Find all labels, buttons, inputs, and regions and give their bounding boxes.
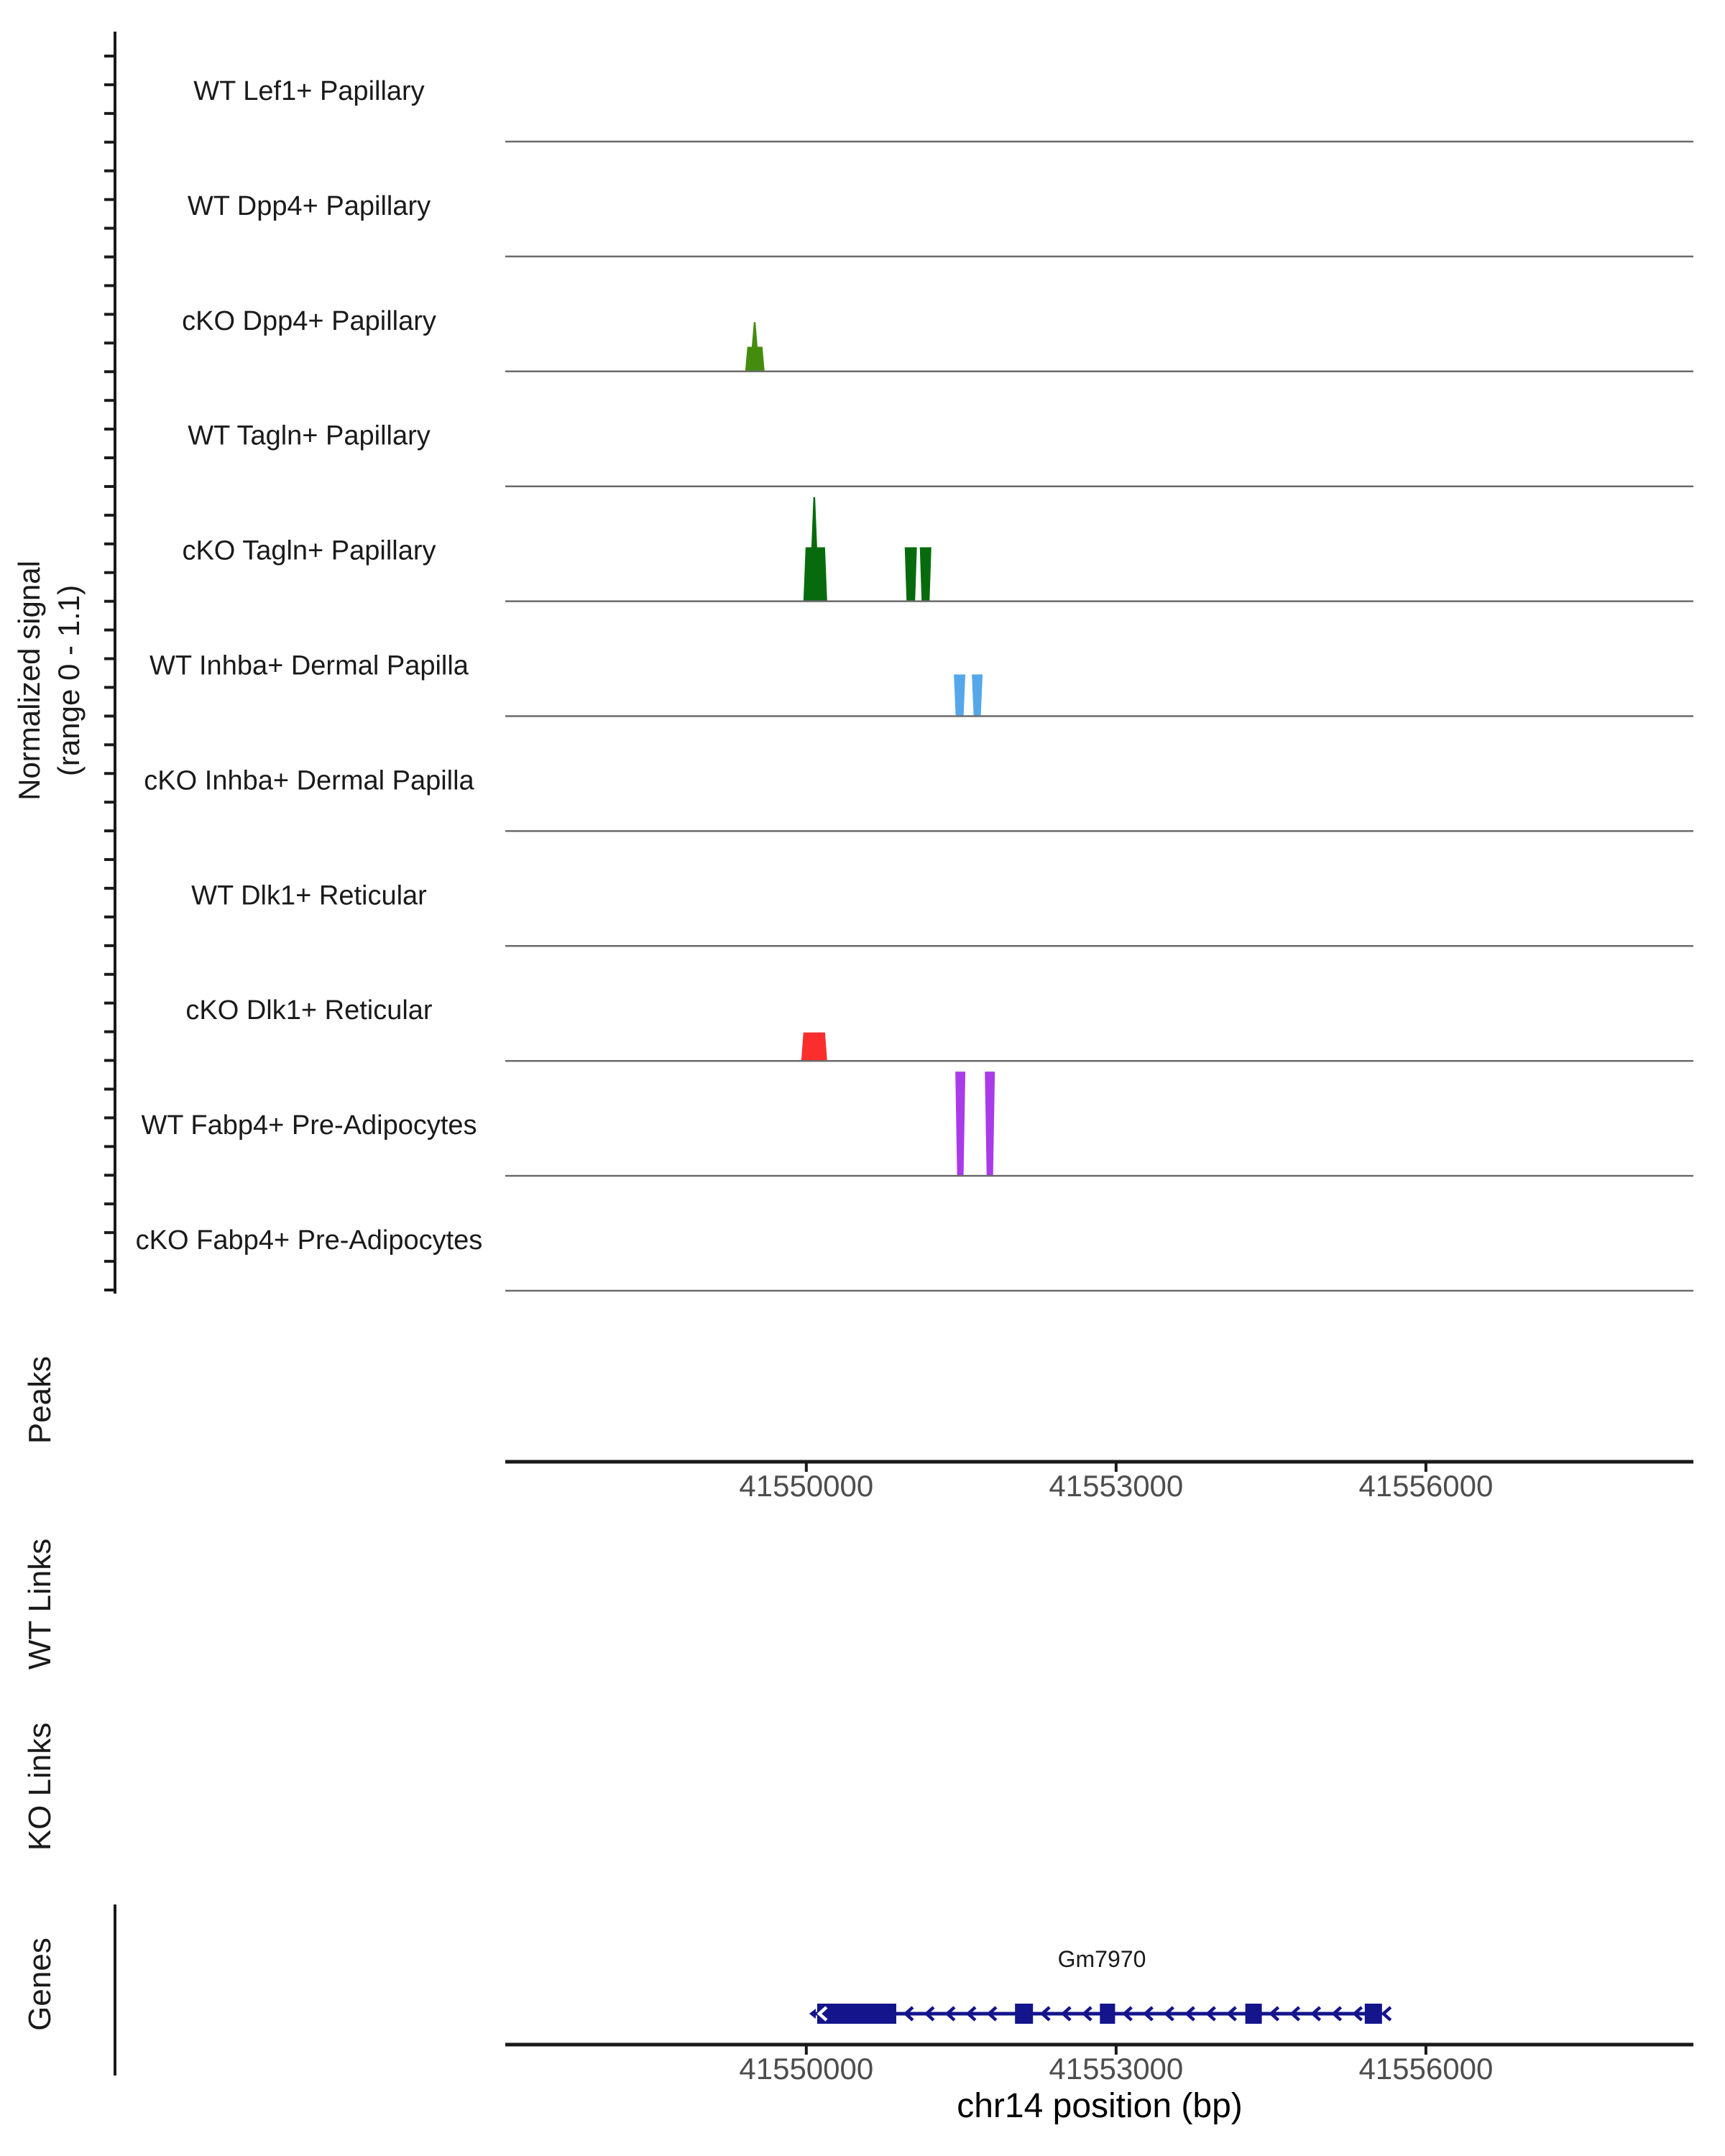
section-label-ko-links: KO Links (22, 1722, 58, 1851)
signal-peak (985, 1072, 995, 1176)
y-axis-label (12, 561, 86, 801)
coverage-track (150, 651, 1693, 717)
track-label: cKO Inhba+ Dermal Papilla (144, 765, 474, 796)
gene-exon (1015, 2004, 1033, 2024)
track-label: WT Lef1+ Papillary (193, 76, 425, 107)
signal-peak (920, 547, 932, 601)
gene-start-arrow-tip (809, 2009, 816, 2019)
track-label: cKO Tagln+ Papillary (182, 535, 436, 566)
coverage-track (182, 497, 1693, 602)
gene-exon (1100, 2004, 1115, 2024)
signal-peak (972, 675, 983, 717)
axis-tick-label: 41553000 (1049, 2052, 1184, 2086)
signal-peak (745, 347, 765, 372)
track-label: WT Tagln+ Papillary (188, 420, 431, 451)
signal-y-axis (104, 32, 115, 1294)
signal-peak (804, 547, 827, 601)
signal-peak-spike (811, 497, 817, 548)
track-label: WT Inhba+ Dermal Papilla (150, 650, 469, 681)
axis-tick-label: 41553000 (1049, 1469, 1184, 1503)
section-label-wt-links: WT Links (22, 1538, 58, 1670)
track-label: WT Dlk1+ Reticular (191, 880, 427, 911)
section-label-peaks: Peaks (22, 1355, 58, 1445)
signal-peak (955, 1072, 965, 1176)
x-axis-title: chr14 position (bp) (957, 2087, 1243, 2125)
coverage-track (136, 1225, 1693, 1291)
axis-tick-label: 41550000 (739, 2052, 874, 2086)
coverage-track (191, 880, 1693, 946)
peaks-panel-axis (505, 1462, 1693, 1503)
gene-name-label: Gm7970 (1057, 1946, 1146, 1972)
section-label-genes: Genes (22, 1938, 58, 2031)
coverage-track (185, 995, 1693, 1061)
track-label: WT Fabp4+ Pre-Adipocytes (141, 1110, 477, 1141)
signal-peak (801, 1033, 827, 1061)
axis-tick-label: 41556000 (1358, 2052, 1494, 2086)
axis-tick-label: 41550000 (739, 1469, 874, 1503)
track-label: WT Dpp4+ Papillary (187, 190, 431, 221)
coverage-track (144, 765, 1693, 831)
signal-peak-spike (752, 322, 758, 346)
coverage-track (141, 1072, 1693, 1176)
track-label: cKO Fabp4+ Pre-Adipocytes (135, 1225, 483, 1256)
coverage-track (188, 421, 1693, 487)
signal-peak (954, 675, 965, 717)
axis-tick-label: 41556000 (1358, 1469, 1494, 1503)
coverage-tracks (136, 76, 1693, 1291)
coverage-track (182, 306, 1693, 372)
genomic-x-axis (505, 2045, 1693, 2086)
y-axis-label-line1: Normalized signal (12, 561, 46, 801)
coverage-track (193, 76, 1693, 142)
gene-exon (817, 2004, 896, 2024)
track-label: cKO Dlk1+ Reticular (185, 995, 433, 1026)
signal-peak (905, 547, 917, 601)
gene-strand-chevron (1384, 2007, 1391, 2020)
coverage-track (188, 191, 1693, 257)
track-label: cKO Dpp4+ Papillary (182, 305, 436, 336)
y-axis-label-line2: (range 0 - 1.1) (52, 584, 86, 777)
gene-model (809, 2004, 1391, 2024)
gene-exon (1365, 2004, 1382, 2024)
gene-exon (1246, 2004, 1262, 2024)
